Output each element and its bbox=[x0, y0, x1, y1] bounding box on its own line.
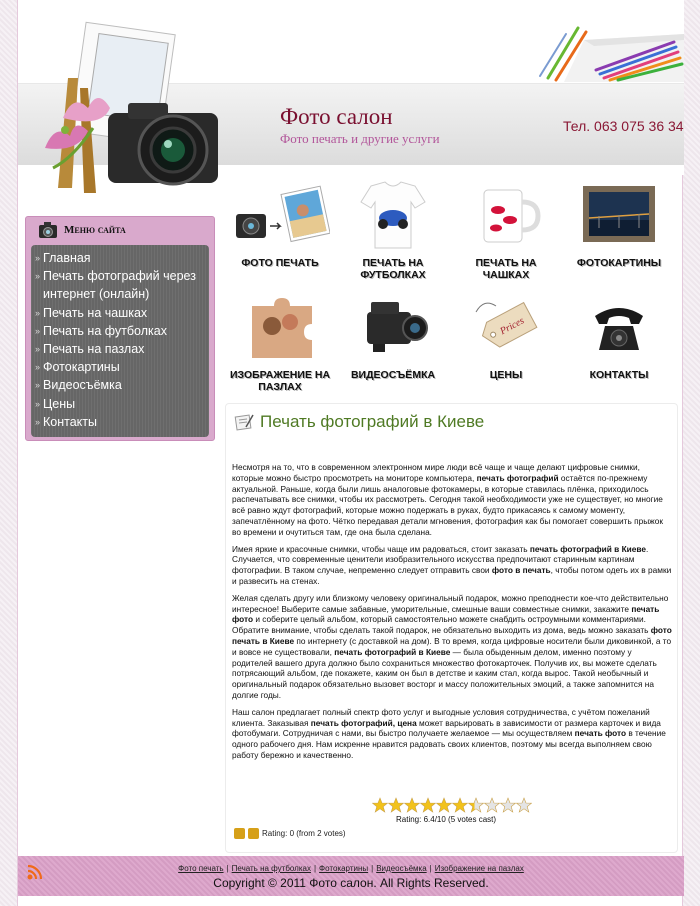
document-icon bbox=[234, 413, 254, 431]
menu-item-label: Печать на футболках bbox=[43, 323, 167, 338]
rating-text: Rating: 6.4/10 (5 votes cast) bbox=[396, 815, 497, 824]
service-label: КОНТАКТЫ bbox=[589, 369, 649, 381]
service-label: ВИДЕОСЪЁМКА bbox=[350, 369, 436, 381]
bullet-icon: » bbox=[35, 398, 41, 409]
photo-print-image bbox=[230, 180, 330, 252]
menu-item-label: Главная bbox=[43, 251, 91, 265]
page bbox=[17, 0, 683, 906]
bullet-icon: » bbox=[35, 253, 41, 263]
star-icon[interactable] bbox=[372, 797, 388, 813]
separator: | bbox=[226, 864, 229, 873]
separator: | bbox=[313, 864, 317, 873]
service-photo-print[interactable] bbox=[225, 180, 335, 290]
menu-item-video[interactable] bbox=[31, 376, 209, 394]
star-icon[interactable] bbox=[468, 797, 484, 813]
footer-link-puzzles[interactable]: Изображение на пазлах bbox=[434, 864, 524, 873]
footer-links bbox=[18, 864, 684, 873]
site-subtitle: Фото печать и другие услуги bbox=[280, 131, 440, 146]
menu-item-label: Печать на чашках bbox=[43, 305, 148, 320]
star-icon[interactable] bbox=[404, 797, 420, 813]
site-title: Фото салон bbox=[280, 104, 393, 129]
star-icon[interactable] bbox=[388, 797, 404, 813]
service-mugs[interactable] bbox=[451, 180, 561, 290]
separator: | bbox=[371, 864, 374, 873]
camera-icon bbox=[38, 221, 58, 239]
menu-item-home[interactable] bbox=[31, 249, 209, 267]
bullet-icon: » bbox=[35, 307, 41, 318]
article-paragraph: Наш салон предлагает полный спектр фото услуг и выгодные условия сотрудничества, с учётом пожеланий клиента. Заказывая печать фотографий, цена может варьировать в зависимости от размера карточек и вида фотобумаги. Сотрудничая с нами, вы быстро получаете желаемое — мы осуществляем печать фото в течение одного рабочего дня. Нам искренне нравится радовать своих клиентов, поэтому мы всегда выполняем свою работу бережно и качественно. bbox=[232, 706, 666, 760]
menu-item-label: Печать фотографий через интернет (онлайн) bbox=[43, 269, 196, 302]
star-icon[interactable] bbox=[420, 797, 436, 813]
pencils-image bbox=[524, 20, 684, 82]
thumbs-up-icon[interactable] bbox=[234, 828, 245, 839]
menu-item-prices[interactable] bbox=[31, 395, 209, 413]
footer-link-photo-pictures[interactable]: Фотокартины bbox=[319, 864, 369, 873]
article-title: Печать фотографий в Киеве bbox=[260, 412, 485, 431]
menu-item-label: Печать на пазлах bbox=[43, 342, 145, 357]
copyright: Copyright © 2011 Фото салон. All Rights Reserved. bbox=[213, 876, 489, 890]
telephone-image bbox=[569, 292, 669, 364]
article-paragraph: Желая сделать другу или близкому человеку оригинальный подарок, можно преподнести кое-что действительно интересное! Выберите самые забавные, уморительные, смешные ваши совместные снимки, закажите печать фото и соберите целый альбом, который самостоятельно можете снабдить остроумными комментариями. Обратите внимание, чтобы сделать такой подарок, не обязательно выходить из дома, ведь можно заказать фото печать в Киеве по интернету (с доставкой на дом). В то время, когда цифровые носители были диковинкой, а то и вовсе не существовали, печать фотографий в Киеве — была обыденным делом, именно поэтому у родителей вашего друга должно было сохраниться множество фотокарточек. Получив их, вы можете сделать потрясающий альбом, где покажете, каким он был в детстве и каким стал, когда вырос. Такой необычный и оригинальный подарок обязательно вызовет восторг и массу положительных эмоций, а также запомнится на долгие годы. bbox=[232, 592, 672, 700]
vote-widget bbox=[234, 828, 346, 839]
menu-header bbox=[26, 217, 214, 243]
article-paragraph: Имея яркие и красочные снимки, чтобы чаще им радоваться, стоит заказать печать фотографий в Киеве. Случается, что современные ценители изобразительного искусства предпочитают старинным картинам фотографии. В таком случае, непременно следует отправить свои фото в печать, чтобы потом одеть их в рамки и развесить на стенах. bbox=[232, 543, 672, 586]
menu-item-label: Фотокартины bbox=[43, 360, 120, 375]
service-label: ИЗОБРАЖЕНИЕ НА ПАЗЛАХ bbox=[229, 369, 331, 393]
service-label: ФОТО ПЕЧАТЬ bbox=[241, 257, 319, 269]
menu-item-tshirts[interactable] bbox=[31, 322, 209, 340]
menu-item-label: Контакты bbox=[43, 414, 97, 429]
footer bbox=[18, 856, 684, 896]
puzzle-image bbox=[230, 292, 330, 364]
star-icon[interactable] bbox=[516, 797, 532, 813]
star-icon[interactable] bbox=[500, 797, 516, 813]
service-label: ФОТОКАРТИНЫ bbox=[576, 257, 662, 269]
service-label: ПЕЧАТЬ НА ФУТБОЛКАХ bbox=[360, 257, 426, 281]
video-camera-image bbox=[343, 292, 443, 364]
footer-link-tshirts[interactable]: Печать на футболках bbox=[231, 864, 311, 873]
camera-logo-image bbox=[38, 18, 238, 208]
star-icon[interactable] bbox=[436, 797, 452, 813]
menu-item-puzzles[interactable] bbox=[31, 340, 209, 358]
site-menu bbox=[25, 216, 215, 441]
star-icon[interactable] bbox=[452, 797, 468, 813]
mug-image bbox=[456, 180, 556, 252]
service-label: ПЕЧАТЬ НА ЧАШКАХ bbox=[475, 257, 537, 281]
service-prices[interactable] bbox=[451, 292, 561, 402]
menu-item-mugs[interactable] bbox=[31, 304, 209, 322]
menu-item-photo-pictures[interactable] bbox=[31, 358, 209, 376]
rating-stars bbox=[372, 797, 532, 813]
service-label: ЦЕНЫ bbox=[489, 369, 523, 381]
footer-link-photo-print[interactable]: Фото печать bbox=[178, 864, 224, 873]
bullet-icon: » bbox=[35, 271, 41, 282]
star-icon[interactable] bbox=[484, 797, 500, 813]
prices-tag-text: Prices bbox=[498, 315, 527, 338]
tshirt-image bbox=[343, 180, 443, 252]
separator: | bbox=[429, 864, 432, 873]
menu-title: Меню сайта bbox=[64, 224, 126, 236]
service-puzzles[interactable] bbox=[225, 292, 335, 402]
bullet-icon: » bbox=[35, 344, 41, 355]
menu-item-label: Видеосъёмка bbox=[43, 378, 122, 393]
menu-item-contacts[interactable] bbox=[31, 413, 209, 431]
service-contacts[interactable] bbox=[564, 292, 674, 402]
service-photo-pictures[interactable] bbox=[564, 180, 674, 290]
footer-link-video[interactable]: Видеосъёмка bbox=[376, 864, 427, 873]
menu-item-label: Цены bbox=[43, 396, 76, 411]
article bbox=[225, 403, 678, 853]
bullet-icon: » bbox=[35, 380, 41, 391]
bullet-icon: » bbox=[35, 325, 41, 336]
price-tag-image bbox=[456, 292, 556, 364]
header bbox=[18, 0, 684, 175]
thumbs-down-icon[interactable] bbox=[248, 828, 259, 839]
menu-list bbox=[31, 245, 209, 437]
bullet-icon: » bbox=[35, 362, 41, 373]
service-tshirts[interactable] bbox=[338, 180, 448, 290]
framed-picture-image bbox=[569, 180, 669, 252]
article-paragraph: Несмотря на то, что в современном электронном мире люди всё чаще и чаще делают цифровые снимки, которые можно быстро просмотреть на мониторе компьютера, печать фотографий остаётся по-прежнему актуальной. Раньше, когда были лишь аналоговые фотокамеры, в которые ставилась плёнка, приходилось распечатывать все снимки, чтобы их рассмотреть. Сегодня такой необходимости уже не существует, но многие всё равно ждут фотографий, которые можно подержать в руках, будто прикасаясь к самому моменту, запечатлённому на фото. Чётко передавая детали мгновения, фотография как бы помогает совершить прыжок во времени и очутиться там, где она была сделана. bbox=[232, 462, 663, 537]
article-title-row bbox=[234, 412, 484, 432]
menu-item-online-print[interactable] bbox=[31, 267, 209, 303]
service-video[interactable] bbox=[338, 292, 448, 402]
article-body bbox=[232, 462, 672, 767]
phone-number: Тел. 063 075 36 34 bbox=[563, 118, 684, 134]
vote-rating-text: Rating: 0 (from 2 votes) bbox=[262, 829, 346, 838]
bullet-icon: » bbox=[35, 416, 41, 427]
